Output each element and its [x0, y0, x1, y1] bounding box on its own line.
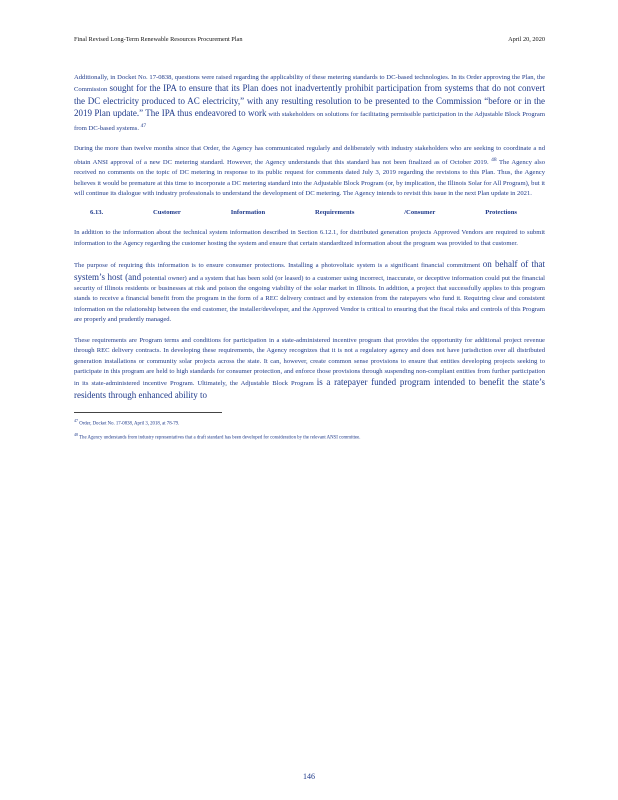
page-header	[74, 36, 545, 43]
header-date: April 20, 2020	[508, 36, 545, 43]
paragraph-text: During the more than twelve months since that Order, the Agency has communicated regularly and deliberately with industry stakeholders who are seeking to coordinate a nd obtain ANSI approval of a new DC metering standard. However, the Agency understands that this standard has not been finalized as of October 2019.	[74, 145, 545, 166]
footnote-divider	[74, 412, 222, 413]
section-title-word: Requirements	[314, 209, 355, 217]
paragraph-customer-info	[74, 228, 545, 249]
paragraph-purpose	[74, 259, 545, 325]
footnote-mark: 47	[74, 418, 78, 424]
paragraph-stakeholders	[74, 144, 545, 199]
header-title: Final Revised Long-Term Renewable Resources Procurement Plan	[74, 36, 243, 43]
paragraph-text-emphasis: sought for the IPA to ensure that its Plan does not inadvertently prohibit participation from systems that do not convert the DC electricity produced to AC electricity,” with any resulting resolution to be presented to the Commission “before or in the 2019 Plan update.” The IPA thus endeavored to work	[74, 83, 545, 119]
footnote-47	[74, 417, 545, 428]
section-title-word: Protections	[485, 209, 517, 217]
paragraph-text-emphasis: is a ratepayer funded program intended to benefit the state’s residents through enhanced ability to	[74, 377, 545, 400]
footnote-reference[interactable]: 47	[140, 122, 147, 129]
section-number: 6.13.	[90, 209, 104, 217]
footnote-reference[interactable]: 48	[491, 156, 497, 163]
paragraph-text: with stakeholders on solutions for facilitating permissible participation in the Adjustable Block Program from DC-based systems.	[74, 111, 545, 132]
paragraph-text: Additionally, in Docket No. 17-0838, questions were raised regarding the applicability of these metering standards to DC-based technologies. In its Order approving the Plan, the Commission	[74, 74, 545, 94]
footnote-48	[74, 431, 545, 442]
footnote-text: The Agency understands from industry representatives that a draft standard has been developed for consideration by the relevant ANSI committee.	[79, 435, 361, 441]
page-number: 146	[303, 772, 315, 781]
paragraph-text: The purpose of requiring this information is to ensure consumer protections. Installing a photovoltaic system is a significant financial commitment	[74, 262, 481, 270]
paragraph-dc-metering	[74, 73, 545, 134]
paragraph-text: The Agency also received no comments on the topic of DC metering in response to its public request for comments dated July 3, 2019 regarding the revisions to this Plan. Thus, the Agency believes it would be premature at this time to incorporate a DC metering standard into the Adjustable Block Program (or, by implication, the Illinois Solar for All Program), but it will continue its dialogue with industry professionals to understand the development of DC metering. The Agency intends to revisit this issue in the next Plan update in 2021.	[74, 158, 545, 198]
paragraph-text-emphasis: on behalf of that system’s host (and	[74, 259, 545, 282]
section-title-word: Information	[230, 209, 266, 217]
paragraph-text: These requirements are Program terms and conditions for participation in a state-administered incentive program that provides the opportunity for additional project revenue through REC delivery contracts. In developing these requirements, the Agency recognizes that it is not a regulatory agency and does not have jurisdiction over all distributed generation installations or community solar projects across the state. It can, however, create common sense provisions to ensure that entities developing projects seeking to participate in this program are held to high standards for consumer protection, and enforce those provisions through suspending non-compliant entities from further participation in its state-administered incentive Program. Ultimately, the Adjustable Block Program	[74, 336, 545, 388]
paragraph-requirements	[74, 336, 545, 402]
paragraph-text: potential owner) and a system that has been sold (or leased) to a customer using incorrect, inaccurate, or deceptive information could put the financial security of Illinois residents or businesses at risk and poison the ongoing viability of the solar market in Illinois. In addition, a project that successfully applies to this program stands to receive a financial benefit from the program in the form of a REC delivery contract and by extension from the ratepayers who fund it. Requiring clear and consistent information on the relationship between the end customer, the installer/developer, and the Approved Vendor is critical to ensuring that the fiscal risks and controls of this Program are properly and prudently managed.	[74, 274, 545, 324]
footnote-text: Order, Docket No. 17-0838, April 3, 2018, at 78-79.	[79, 421, 180, 427]
section-title-word: /Consumer	[404, 209, 436, 217]
section-title-word: Customer	[153, 209, 181, 217]
section-heading	[74, 209, 545, 216]
document-page	[74, 36, 545, 444]
footnote-mark: 48	[74, 431, 78, 437]
paragraph-text: In addition to the information about the technical system information described in Section 6.12.1, for distributed generation projects Approved Vendors are required to submit information to the Agency regarding the customer hosting the system and ensure that certain standardized information about the program was provided to that customer.	[74, 229, 545, 247]
